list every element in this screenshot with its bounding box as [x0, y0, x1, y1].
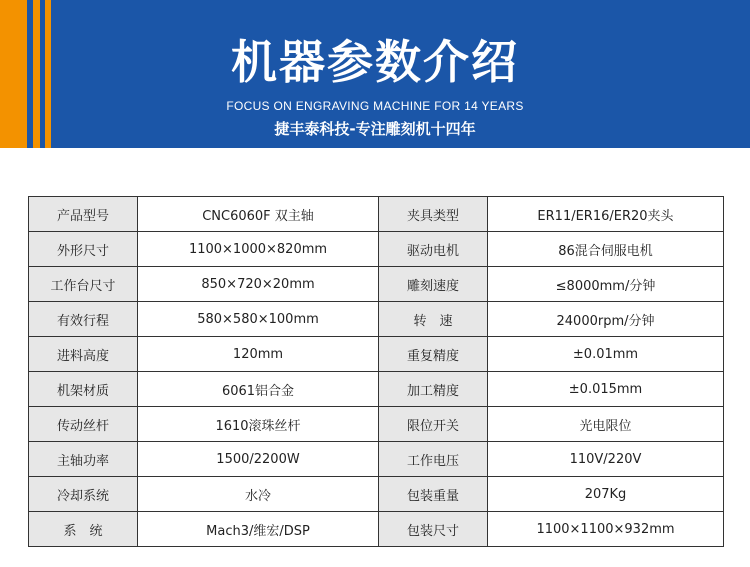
- spec-value: ER11/ER16/ER20夹头: [488, 197, 724, 232]
- spec-value: 1100×1000×820mm: [138, 232, 379, 267]
- spec-value: 110V/220V: [488, 442, 724, 477]
- spec-value: 6061铝合金: [138, 372, 379, 407]
- spec-label: 重复精度: [379, 337, 488, 372]
- spec-label: 系 统: [29, 512, 138, 547]
- table-row: [29, 337, 724, 372]
- spec-label: 机架材质: [29, 372, 138, 407]
- spec-label: 外形尺寸: [29, 232, 138, 267]
- spec-label: 驱动电机: [379, 232, 488, 267]
- table-row: [29, 407, 724, 442]
- spec-label: 工作台尺寸: [29, 267, 138, 302]
- spec-value: 207Kg: [488, 477, 724, 512]
- spec-label: 包装尺寸: [379, 512, 488, 547]
- spec-value: ±0.015mm: [488, 372, 724, 407]
- spec-value: 光电限位: [488, 407, 724, 442]
- spec-value: 24000rpm/分钟: [488, 302, 724, 337]
- spec-value: Mach3/维宏/DSP: [138, 512, 379, 547]
- table-row: [29, 267, 724, 302]
- spec-label: 雕刻速度: [379, 267, 488, 302]
- spec-value: 水冷: [138, 477, 379, 512]
- spec-label: 加工精度: [379, 372, 488, 407]
- spec-table: [28, 196, 724, 547]
- spec-value: 86混合伺服电机: [488, 232, 724, 267]
- spec-label: 冷却系统: [29, 477, 138, 512]
- english-subtitle: FOCUS ON ENGRAVING MACHINE FOR 14 YEARS: [226, 99, 524, 113]
- spec-label: 转 速: [379, 302, 488, 337]
- spec-label: 工作电压: [379, 442, 488, 477]
- table-row: [29, 477, 724, 512]
- header-banner: [0, 0, 750, 148]
- table-row: [29, 197, 724, 232]
- table-row: [29, 512, 724, 547]
- page-title: 机器参数介绍: [231, 35, 519, 89]
- spec-label: 包装重量: [379, 477, 488, 512]
- spec-label: 限位开关: [379, 407, 488, 442]
- table-row: [29, 232, 724, 267]
- spec-value: 1500/2200W: [138, 442, 379, 477]
- table-row: [29, 302, 724, 337]
- spec-label: 传动丝杆: [29, 407, 138, 442]
- spec-label: 进料高度: [29, 337, 138, 372]
- spec-label: 主轴功率: [29, 442, 138, 477]
- spec-value: 1610滚珠丝杆: [138, 407, 379, 442]
- spec-value: 120mm: [138, 337, 379, 372]
- table-row: [29, 372, 724, 407]
- spec-label: 产品型号: [29, 197, 138, 232]
- spec-value: 580×580×100mm: [138, 302, 379, 337]
- spec-value: 850×720×20mm: [138, 267, 379, 302]
- table-row: [29, 442, 724, 477]
- spec-value: CNC6060F 双主轴: [138, 197, 379, 232]
- spec-label: 夹具类型: [379, 197, 488, 232]
- spec-table-body: [29, 197, 724, 547]
- spec-value: ±0.01mm: [488, 337, 724, 372]
- spec-value: ≤8000mm/分钟: [488, 267, 724, 302]
- spec-label: 有效行程: [29, 302, 138, 337]
- chinese-subtitle: 捷丰泰科技-专注雕刻机十四年: [274, 120, 476, 138]
- spec-value: 1100×1100×932mm: [488, 512, 724, 547]
